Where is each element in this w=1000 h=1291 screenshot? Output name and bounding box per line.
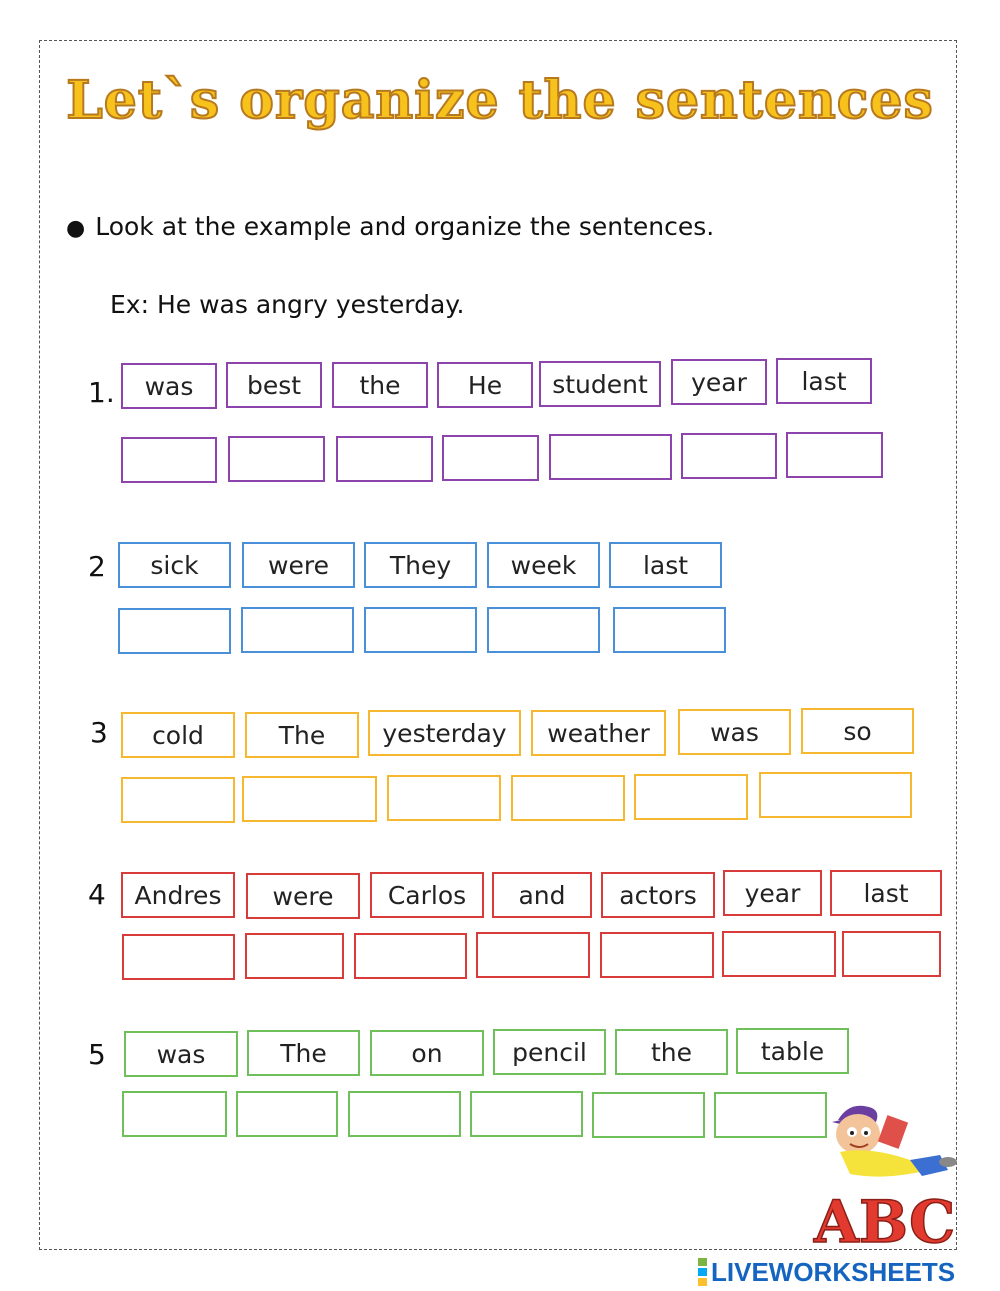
answer-blank[interactable] [242,776,377,822]
word-tile[interactable]: sick [118,542,231,588]
abc-kid-illustration [810,1100,960,1250]
answer-blank[interactable] [122,934,235,980]
logo-mark-icon [698,1257,707,1287]
word-tile[interactable]: were [246,873,360,919]
exercise-number: 1. [88,376,115,409]
exercise-number: 4 [88,878,106,911]
word-tile[interactable]: last [830,870,942,916]
word-tile[interactable]: The [247,1030,360,1076]
word-tile[interactable]: They [364,542,477,588]
word-tile[interactable]: the [615,1029,728,1075]
answer-blank[interactable] [592,1092,705,1138]
word-tile[interactable]: He [437,362,533,408]
answer-blank[interactable] [336,436,433,482]
word-tile[interactable]: pencil [493,1029,606,1075]
word-tile[interactable]: and [492,872,592,918]
answer-blank[interactable] [759,772,912,818]
word-tile[interactable]: student [539,361,661,407]
instruction [66,212,714,241]
word-tile[interactable]: best [226,362,322,408]
exercise-number: 5 [88,1038,106,1071]
word-tile[interactable]: actors [601,872,715,918]
word-tile[interactable]: on [370,1030,484,1076]
answer-blank[interactable] [487,607,600,653]
answer-blank[interactable] [121,437,217,483]
example-sentence: Ex: He was angry yesterday. [110,290,465,319]
liveworksheets-logo[interactable] [698,1258,955,1286]
answer-blank[interactable] [681,433,777,479]
answer-blank[interactable] [476,932,590,978]
answer-blank[interactable] [241,607,354,653]
answer-blank[interactable] [613,607,726,653]
answer-blank[interactable] [348,1091,461,1137]
word-tile[interactable]: last [776,358,872,404]
answer-blank[interactable] [354,933,467,979]
answer-blank[interactable] [786,432,883,478]
answer-blank[interactable] [722,931,836,977]
word-tile[interactable]: yesterday [368,710,521,756]
word-tile[interactable]: last [609,542,722,588]
abc-letters: ABC [814,1188,956,1250]
word-tile[interactable]: cold [121,712,235,758]
exercise-number: 2 [88,550,106,583]
answer-blank[interactable] [245,933,344,979]
answer-blank[interactable] [549,434,672,480]
answer-blank[interactable] [387,775,501,821]
word-tile[interactable]: Andres [121,872,235,918]
word-tile[interactable]: week [487,542,600,588]
instruction-text: Look at the example and organize the sentences. [95,212,715,241]
answer-blank[interactable] [511,775,625,821]
word-tile[interactable]: was [124,1031,238,1077]
answer-blank[interactable] [121,777,235,823]
word-tile[interactable]: so [801,708,914,754]
answer-blank[interactable] [118,608,231,654]
word-tile[interactable]: was [121,363,217,409]
word-tile[interactable]: year [723,870,822,916]
answer-blank[interactable] [634,774,748,820]
answer-blank[interactable] [470,1091,583,1137]
answer-blank[interactable] [122,1091,227,1137]
logo-text: LIVEWORKSHEETS [711,1256,956,1287]
answer-blank[interactable] [442,435,539,481]
bullet-icon: ● [66,216,86,241]
word-tile[interactable]: table [736,1028,849,1074]
answer-blank[interactable] [364,607,477,653]
word-tile[interactable]: was [678,709,791,755]
answer-blank[interactable] [236,1091,338,1137]
answer-blank[interactable] [228,436,325,482]
exercise-number: 3 [90,716,108,749]
word-tile[interactable]: year [671,359,767,405]
word-tile[interactable]: the [332,362,428,408]
answer-blank[interactable] [600,932,714,978]
word-tile[interactable]: Carlos [370,872,484,918]
word-tile[interactable]: were [242,542,355,588]
word-tile[interactable]: weather [531,710,666,756]
answer-blank[interactable] [842,931,941,977]
page-title: Let`s organize the sentences [66,70,934,131]
word-tile[interactable]: The [245,712,359,758]
